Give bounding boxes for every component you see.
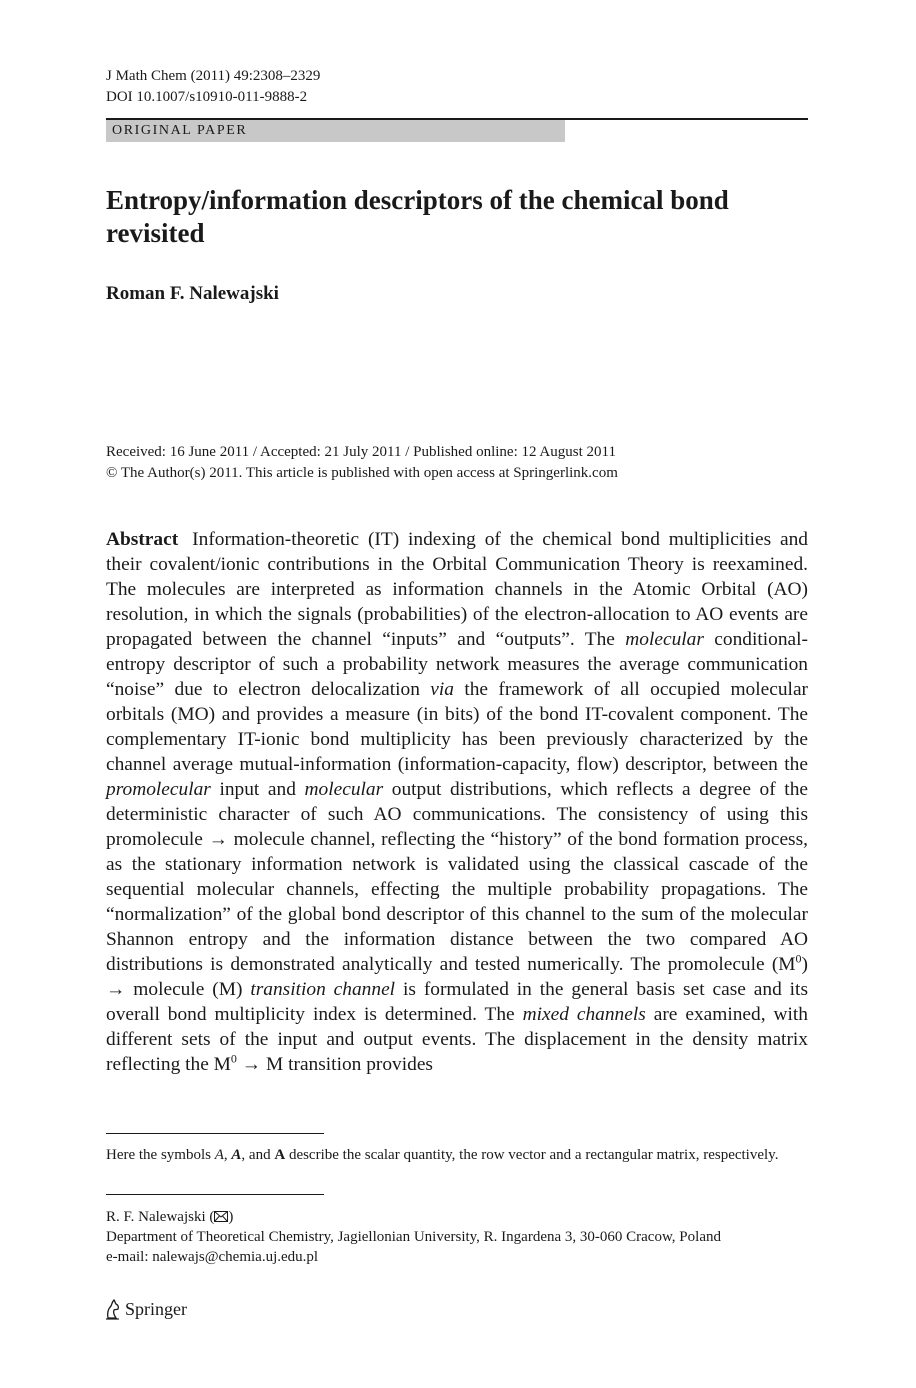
envelope-icon: [214, 1211, 228, 1222]
abstract-text: input and: [210, 779, 305, 800]
journal-info: [106, 66, 320, 108]
abstract-emphasis: promolecular: [106, 779, 211, 800]
symbol-vector: A: [231, 1147, 242, 1163]
corresponding-author: [106, 1207, 808, 1227]
abstract: [106, 527, 808, 1077]
abstract-text: conditional-entropy descriptor of such a probability network measures the average communication “noise” due to electron delocalization: [106, 629, 808, 700]
publication-history: [106, 442, 618, 484]
publisher-name: Springer: [125, 1298, 187, 1319]
affiliation-rule: [106, 1194, 324, 1195]
affiliation: [106, 1207, 808, 1267]
abstract-text: is formulated in the general basis set case and its overall bond multiplicity index is determined. The: [106, 979, 808, 1025]
journal-citation: J Math Chem (2011) 49:2308–2329: [106, 68, 321, 84]
publisher-logo: [104, 1298, 187, 1320]
footnote-text: , and: [241, 1147, 275, 1163]
abstract-emphasis: molecular: [304, 779, 384, 800]
copyright-line: © The Author(s) 2011. This article is published with open access at Springerlink.com: [106, 465, 618, 481]
abstract-emphasis: transition channel: [250, 979, 396, 1000]
springer-horse-icon: [104, 1298, 121, 1320]
abstract-label: Abstract: [106, 529, 179, 550]
abstract-emphasis: via: [430, 679, 454, 700]
superscript: 0: [795, 951, 802, 966]
doi: DOI 10.1007/s10910-011-9888-2: [106, 89, 308, 105]
paren-close: ): [228, 1209, 234, 1225]
history-dates: Received: 16 June 2011 / Accepted: 21 July 2011 / Published online: 12 August 2011: [106, 444, 616, 460]
abstract-text: output distributions, which reflects a degree of the deterministic character of such AO communications. The consistency of using this promolecule → molecule channel, reflecting the “history” of the bond formation process, as the stationary information network is validated using the classical cascade of the sequential molecular channels, effecting the multiple probability propagations. The “normalization” of the global bond descriptor of this channel to the sum of the molecular Shannon entropy and the information distance between the two compared AO distributions is demonstrated analytically and tested numerically. The promolecule (M: [106, 779, 808, 975]
department: Department of Theoretical Chemistry, Jagiellonian University, R. Ingardena 3, 30-060 Cracow, Poland: [106, 1229, 721, 1245]
abstract-text: the framework of all occupied molecular orbitals (MO) and provides a measure (in bits) of the bond IT-covalent component. The complementary IT-ionic bond multiplicity has been previously characterized by the channel average mutual-information (information-capacity, flow) descriptor, between the: [106, 679, 809, 775]
abstract-text: ) → molecule (M): [106, 954, 808, 1000]
abstract-text: → M transition provides: [236, 1054, 433, 1075]
abstract-emphasis: molecular: [625, 629, 704, 650]
paper-title: Entropy/information descriptors of the chemical bond revisited: [106, 185, 729, 248]
author-short-name: R. F. Nalewajski (: [106, 1209, 215, 1225]
paper-type-banner: ORIGINAL PAPER: [106, 120, 565, 142]
footnote: [106, 1145, 808, 1165]
symbol-matrix: A: [274, 1147, 286, 1163]
footnote-text: describe the scalar quantity, the row vector and a rectangular matrix, respectively.: [285, 1147, 779, 1163]
footnote-rule: [106, 1133, 324, 1134]
abstract-text: are examined, with different sets of the input and output events. The displacement in the density matrix reflecting the M: [106, 1004, 809, 1075]
footnote-text: ,: [223, 1147, 232, 1163]
abstract-text: Information-theoretic (IT) indexing of the chemical bond multiplicities and their covalent/ionic contributions in the Orbital Communication Theory is reexamined. The molecules are interpreted as information channels in the Atomic Orbital (AO) resolution, in which the signals (probabilities) of the electron-allocation to AO events are propagated between the channel “inputs” and “outputs”. The: [106, 529, 808, 650]
author-name: Roman F. Nalewajski: [106, 283, 279, 304]
symbol-scalar: A: [214, 1147, 224, 1163]
superscript: 0: [230, 1051, 237, 1066]
abstract-emphasis: mixed channels: [522, 1004, 646, 1025]
email[interactable]: e-mail: nalewajs@chemia.uj.edu.pl: [106, 1249, 319, 1265]
footnote-text: Here the symbols: [106, 1147, 215, 1163]
